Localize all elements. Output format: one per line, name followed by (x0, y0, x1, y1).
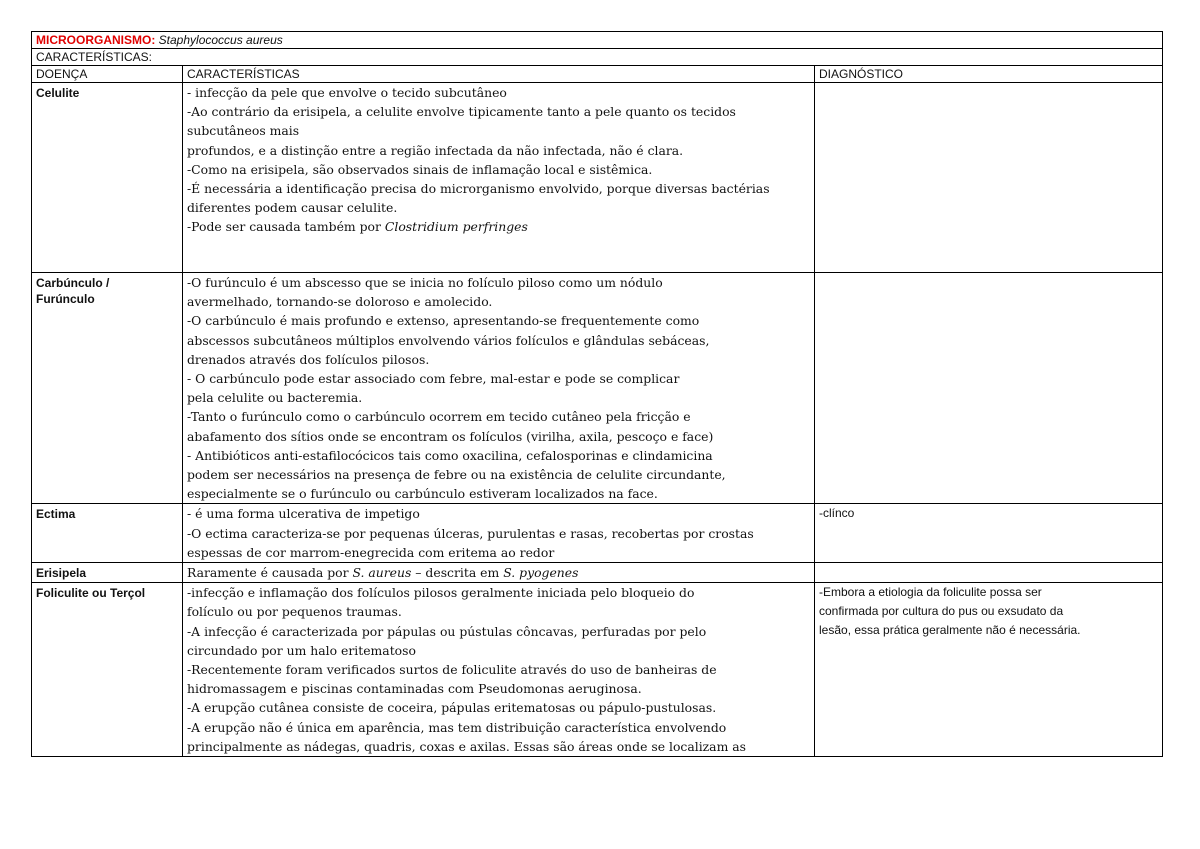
text-line: circundado por um halo eritematoso (187, 642, 416, 658)
diagnosis-line: confirmada por cultura do pus ou exsudato da (819, 604, 1064, 619)
text-line: podem ser necessários na presença de febre ou na existência de celulite circundante, (187, 467, 726, 483)
text-line: hidromassagem e piscinas contaminadas com Pseudomonas aeruginosa. (187, 681, 642, 697)
characteristics-cell (183, 273, 815, 504)
text-line: abafamento dos sítios onde se encontram os folículos (virilha, axila, pescoço e face) (187, 428, 714, 444)
disease-name: Foliculite ou Terçol (32, 583, 183, 757)
disease-name: Celulite (32, 83, 183, 273)
table-row (32, 83, 1163, 273)
diagnosis-line: -Embora a etiologia da foliculite possa ser (819, 585, 1042, 600)
text-fragment: -Pode ser causada também por (187, 219, 385, 235)
organism-name: S. pyogenes (503, 565, 579, 581)
diagnosis-cell: -clínco (815, 504, 1163, 563)
column-header-diagnosis: DIAGNÓSTICO (815, 66, 1163, 83)
text-line: profundos, e a distinção entre a região infectada da não infectada, não é clara. (187, 142, 684, 158)
table-row (32, 583, 1163, 757)
text-line: drenados através dos folículos pilosos. (187, 351, 430, 367)
diagnosis-cell (815, 563, 1163, 583)
disease-name: Ectima (32, 504, 183, 563)
text-line: -infecção e inflamação dos folículos pilosos geralmente iniciada pelo bloqueio do (187, 585, 695, 601)
text-line: subcutâneos mais (187, 123, 300, 139)
disease-name: Erisipela (32, 563, 183, 583)
text-line: -Como na erisipela, são observados sinais de inflamação local e sistêmica. (187, 161, 653, 177)
text-line (187, 563, 810, 582)
microorganism-table (31, 31, 1163, 757)
text-line: pela celulite ou bacteremia. (187, 390, 363, 406)
organism-name: S. aureus (352, 565, 412, 581)
column-header-characteristics: CARACTERÍSTICAS (183, 66, 815, 83)
text-line: -O carbúnculo é mais profundo e extenso, apresentando-se frequentemente como (187, 313, 700, 329)
text-line: abscessos subcutâneos múltiplos envolvendo vários folículos e glândulas sebáceas, (187, 332, 710, 348)
table-row (32, 563, 1163, 583)
diagnosis-cell (815, 273, 1163, 504)
text-line: -É necessária a identificação precisa do microrganismo envolvido, porque diversas bactérias (187, 181, 770, 197)
characteristics-cell (183, 504, 815, 563)
table-row (32, 504, 1163, 563)
text-line: -Ao contrário da erisipela, a celulite envolve tipicamente tanto a pele quanto os tecidos (187, 104, 736, 120)
text-line: - O carbúnculo pode estar associado com febre, mal-estar e pode se complicar (187, 371, 680, 387)
text-line: - infecção da pele que envolve o tecido subcutâneo (187, 85, 507, 100)
text-line: - é uma forma ulcerativa de impetigo (187, 506, 420, 522)
text-line: espessas de cor marrom-enegrecida com eritema ao redor (187, 544, 555, 560)
text-line: -O ectima caracteriza-se por pequenas úlceras, purulentas e rasas, recobertas por crostas (187, 525, 754, 541)
text-line: avermelhado, tornando-se doloroso e amolecido. (187, 294, 493, 310)
microorganism-cell (32, 32, 1163, 49)
table-row (32, 273, 1163, 504)
diagnosis-cell (815, 583, 1163, 757)
text-line: -O furúnculo é um abscesso que se inicia no folículo piloso como um nódulo (187, 275, 663, 290)
text-fragment: – descrita em (411, 565, 504, 581)
text-line: -A infecção é caracterizada por pápulas ou pústulas côncavas, perfuradas por pelo (187, 623, 707, 639)
microorganism-name: Staphylococcus aureus (158, 33, 283, 47)
microorganism-label: MICROORGANISMO: (36, 33, 156, 47)
column-header-row (32, 66, 1163, 83)
text-line: - Antibióticos anti-estafilocócicos tais como oxacilina, cefalosporinas e clindamicina (187, 447, 713, 463)
text-line: folículo ou por pequenos traumas. (187, 604, 402, 620)
text-line: -Tanto o furúnculo como o carbúnculo ocorrem em tecido cutâneo pela fricção e (187, 409, 691, 425)
characteristics-cell (183, 583, 815, 757)
text-line: -Recentemente foram verificados surtos de foliculite através do uso de banheiras de (187, 662, 717, 678)
organism-name: Clostridium perfringes (384, 219, 528, 235)
text-line: principalmente as nádegas, quadris, coxas e axilas. Essas são áreas onde se localizam as (187, 738, 747, 754)
disease-name-line: Furúnculo (36, 292, 95, 306)
text-line (187, 217, 810, 236)
characteristics-label: CARACTERÍSTICAS: (32, 49, 1163, 66)
text-fragment: Raramente é causada por (187, 565, 353, 581)
column-header-disease: DOENÇA (32, 66, 183, 83)
text-line: -A erupção não é única em aparência, mas tem distribuição característica envolvendo (187, 719, 727, 735)
title-row (32, 32, 1163, 49)
disease-name-line: Carbúnculo / (36, 276, 110, 290)
disease-name (32, 273, 183, 504)
text-line: especialmente se o furúnculo ou carbúnculo estiveram localizados na face. (187, 486, 658, 502)
characteristics-cell (183, 563, 815, 583)
characteristics-cell (183, 83, 815, 273)
diagnosis-cell (815, 83, 1163, 273)
text-line: diferentes podem causar celulite. (187, 200, 398, 216)
characteristics-row (32, 49, 1163, 66)
diagnosis-line: lesão, essa prática geralmente não é necessária. (819, 623, 1081, 638)
text-line: -A erupção cutânea consiste de coceira, pápulas eritematosas ou pápulo-pustulosas. (187, 700, 717, 716)
